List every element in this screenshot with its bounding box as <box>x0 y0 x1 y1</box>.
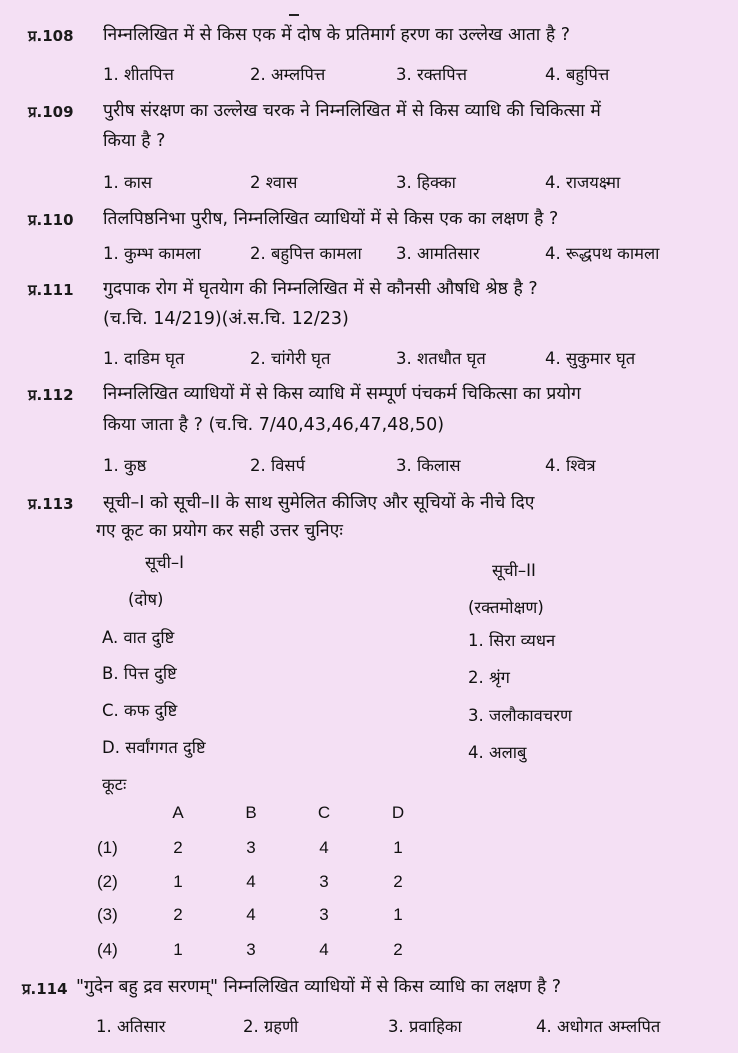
code-cell: 4 <box>319 838 329 857</box>
code-header-b: B <box>245 803 257 822</box>
list-2-title: सूची–II <box>492 561 536 580</box>
code-row-label[interactable]: (4) <box>97 940 118 959</box>
code-cell: 4 <box>246 872 256 891</box>
question-text: निम्नलिखित में से किस एक में दोष के प्रतिमार्ग हरण का उल्लेख आता है ? <box>103 25 571 45</box>
decorative-mark <box>289 14 299 16</box>
list-2-item-1: 1. सिरा व्यधन <box>468 631 556 650</box>
code-cell: 3 <box>246 838 256 857</box>
options-row <box>0 1014 738 1044</box>
options-row <box>0 346 738 376</box>
list-1-item-b: B. पित्त दुष्टि <box>102 664 177 683</box>
question-text-line-2: किया जाता है ? (च.चि. 7/40,43,46,47,48,50) <box>103 415 445 435</box>
option-4[interactable]: 4. राजयक्ष्मा <box>545 173 621 192</box>
option-4[interactable]: 4. सुकुमार घृत <box>545 349 636 368</box>
option-2[interactable]: 2. चांगेरी घृत <box>250 349 331 368</box>
option-1[interactable]: 1. कुष्ठ <box>103 456 147 475</box>
option-1[interactable]: 1. कुम्भ कामला <box>103 244 201 263</box>
option-3[interactable]: 3. आमतिसार <box>396 244 480 263</box>
list-2-item-2: 2. श्रृंग <box>468 668 510 687</box>
question-text-line-1: पुरीष संरक्षण का उल्लेख चरक ने निम्नलिखित में से किस व्याधि की चिकित्सा में <box>103 101 601 121</box>
code-cell: 2 <box>393 872 403 891</box>
options-row <box>0 453 738 483</box>
question-text-line-2: किया है ? <box>103 131 166 151</box>
code-row-label[interactable]: (3) <box>97 905 118 924</box>
code-cell: 2 <box>173 838 183 857</box>
code-cell: 1 <box>173 872 183 891</box>
question-number: प्र.114 <box>22 980 68 998</box>
code-header-c: C <box>317 803 331 822</box>
code-cell: 1 <box>393 838 403 857</box>
code-cell: 2 <box>393 940 403 959</box>
list-1-item-a: A. वात दुष्टि <box>102 628 175 647</box>
option-4[interactable]: 4. बहुपित्त <box>545 65 610 84</box>
option-2[interactable]: 2. बहुपित्त कामला <box>250 244 362 263</box>
option-3[interactable]: 3. किलास <box>396 456 461 475</box>
question-number: प्र.112 <box>28 386 74 404</box>
question-text: "गुदेन बहु द्रव सरणम्" निम्नलिखित व्याधियों में से किस व्याधि का लक्षण है ? <box>76 977 562 997</box>
question-number: प्र.108 <box>28 27 74 45</box>
option-4[interactable]: 4. श्वित्र <box>545 456 596 475</box>
option-3[interactable]: 3. हिक्का <box>396 173 456 192</box>
question-text-line-2: गए कूट का प्रयोग कर सही उत्तर चुनिएः <box>96 521 343 541</box>
question-text-line-1: सूची–I को सूची–II के साथ सुमेलित कीजिए और सूचियों के नीचे दिए <box>103 493 535 513</box>
question-text-line-1: गुदपाक रोग में घृतयेाग की निम्नलिखित में से कौनसी औषधि श्रेष्ठ है ? <box>103 279 538 299</box>
option-4[interactable]: 4. रूद्धपथ कामला <box>545 244 660 263</box>
question-number: प्र.109 <box>28 103 74 121</box>
options-row <box>0 241 738 271</box>
option-1[interactable]: 1. अतिसार <box>96 1017 166 1036</box>
option-1[interactable]: 1. शीतपित्त <box>103 65 174 84</box>
code-cell: 3 <box>319 872 329 891</box>
code-header-d: D <box>391 803 405 822</box>
code-cell: 3 <box>319 905 329 924</box>
list-1-item-d: D. सर्वांगगत दुष्टि <box>102 738 206 757</box>
option-1[interactable]: 1. कास <box>103 173 153 192</box>
code-cell: 2 <box>173 905 183 924</box>
list-1-item-c: C. कफ दुष्टि <box>102 701 178 720</box>
option-4[interactable]: 4. अधोगत अम्लपित <box>536 1017 661 1036</box>
option-3[interactable]: 3. रक्तपित्त <box>396 65 468 84</box>
list-2-subtitle: (रक्तमोक्षण) <box>468 598 544 617</box>
list-2-item-4: 4. अलाबु <box>468 743 527 762</box>
code-row-label[interactable]: (1) <box>97 838 118 857</box>
question-number: प्र.110 <box>28 211 74 229</box>
code-cell: 4 <box>246 905 256 924</box>
option-2[interactable]: 2. अम्लपित्त <box>250 65 326 84</box>
question-number: प्र.113 <box>28 495 74 513</box>
option-3[interactable]: 3. शतधौत घृत <box>396 349 486 368</box>
option-1[interactable]: 1. दाडिम घृत <box>103 349 185 368</box>
list-1-subtitle: (दोष) <box>128 590 164 609</box>
option-2[interactable]: 2 श्वास <box>250 173 298 192</box>
code-label: कूटः <box>102 775 127 794</box>
list-2-item-3: 3. जलौकावचरण <box>468 706 572 725</box>
option-2[interactable]: 2. ग्रहणी <box>243 1017 299 1036</box>
question-number: प्र.111 <box>28 281 74 299</box>
code-cell: 4 <box>319 940 329 959</box>
option-3[interactable]: 3. प्रवाहिका <box>388 1017 462 1036</box>
question-text: तिलपिष्ठनिभा पुरीष, निम्नलिखित व्याधियों में से किस एक का लक्षण है ? <box>103 209 559 229</box>
code-cell: 3 <box>246 940 256 959</box>
options-row <box>0 170 738 200</box>
options-row <box>0 62 738 92</box>
code-cell: 1 <box>173 940 183 959</box>
code-header-a: A <box>172 803 184 822</box>
question-text-line-2: (च.चि. 14/219)(अं.स.चि. 12/23) <box>103 309 349 329</box>
code-cell: 1 <box>393 905 403 924</box>
list-1-title: सूची–I <box>145 553 185 572</box>
question-text-line-1: निम्नलिखित व्याधियों में से किस व्याधि में सम्पूर्ण पंचकर्म चिकित्सा का प्रयोग <box>103 384 581 404</box>
option-2[interactable]: 2. विसर्प <box>250 456 305 475</box>
code-row-label[interactable]: (2) <box>97 872 118 891</box>
